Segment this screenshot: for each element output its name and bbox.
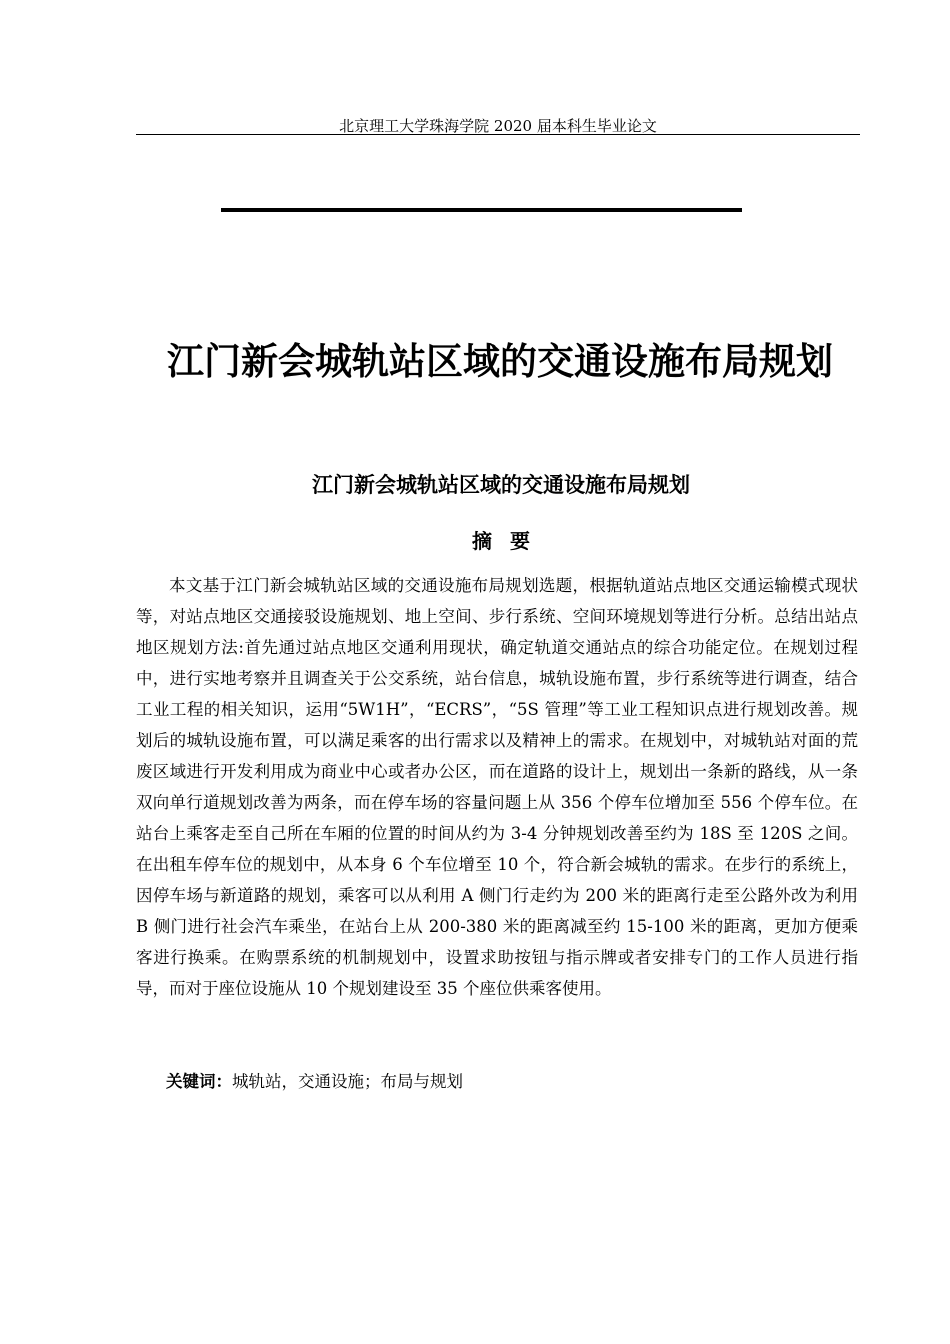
keywords-line	[166, 1068, 858, 1096]
title-top-rule	[221, 208, 742, 212]
keywords-label: 关键词：	[166, 1072, 232, 1091]
keywords-text: 城轨站，交通设施；布局与规划	[232, 1072, 463, 1091]
page-title: 江门新会城轨站区域的交通设施布局规划	[167, 340, 833, 383]
page-subtitle: 江门新会城轨站区域的交通设施布局规划	[312, 473, 690, 497]
running-header: 北京理工大学珠海学院 2020 届本科生毕业论文	[339, 117, 657, 135]
abstract-heading: 摘要	[472, 529, 548, 553]
abstract-body: 本文基于江门新会城轨站区域的交通设施布局规划选题，根据轨道站点地区交通运输模式现状等，对站点地区交通接驳设施规划、地上空间、步行系统、空间环境规划等进行分析。总结出站点地区规划方法:首先通过站点地区交通利用现状，确定轨道交通站点的综合功能定位。在规划过程中，进行实地考察并且调查关于公交系统，站台信息，城轨设施布置，步行系统等进行调查，结合工业工程的相关知识，运用“5W1H”，“ECRS”，“5S 管理”等工业工程知识点进行规划改善。规划后的城轨设施布置，可以满足乘客的出行需求以及精神上的需求。在规划中，对城轨站对面的荒废区域进行开发利用成为商业中心或者办公区，而在道路的设计上，规划出一条新的路线，从一条双向单行道规划改善为两条，而在停车场的容量问题上从 356 个停车位增加至 556 个停车位。在站台上乘客走至自己所在车厢的位置的时间从约为 3-4 分钟规划改善至约为 18S 至 120S 之间。在出租车停车位的规划中，从本身 6 个车位增至 10 个，符合新会城轨的需求。在步行的系统上，因停车场与新道路的规划，乘客可以从利用 A 侧门行走约为 200 米的距离行走至公路外改为利用 B 侧门进行社会汽车乘坐，在站台上从 200-380 米的距离减至约 15-100 米的距离，更加方便乘客进行换乘。在购票系统的机制规划中，设置求助按钮与指示牌或者安排专门的工作人员进行指导，而对于座位设施从 10 个规划建设至 35 个座位供乘客使用。	[136, 576, 858, 998]
header-divider	[136, 134, 860, 135]
